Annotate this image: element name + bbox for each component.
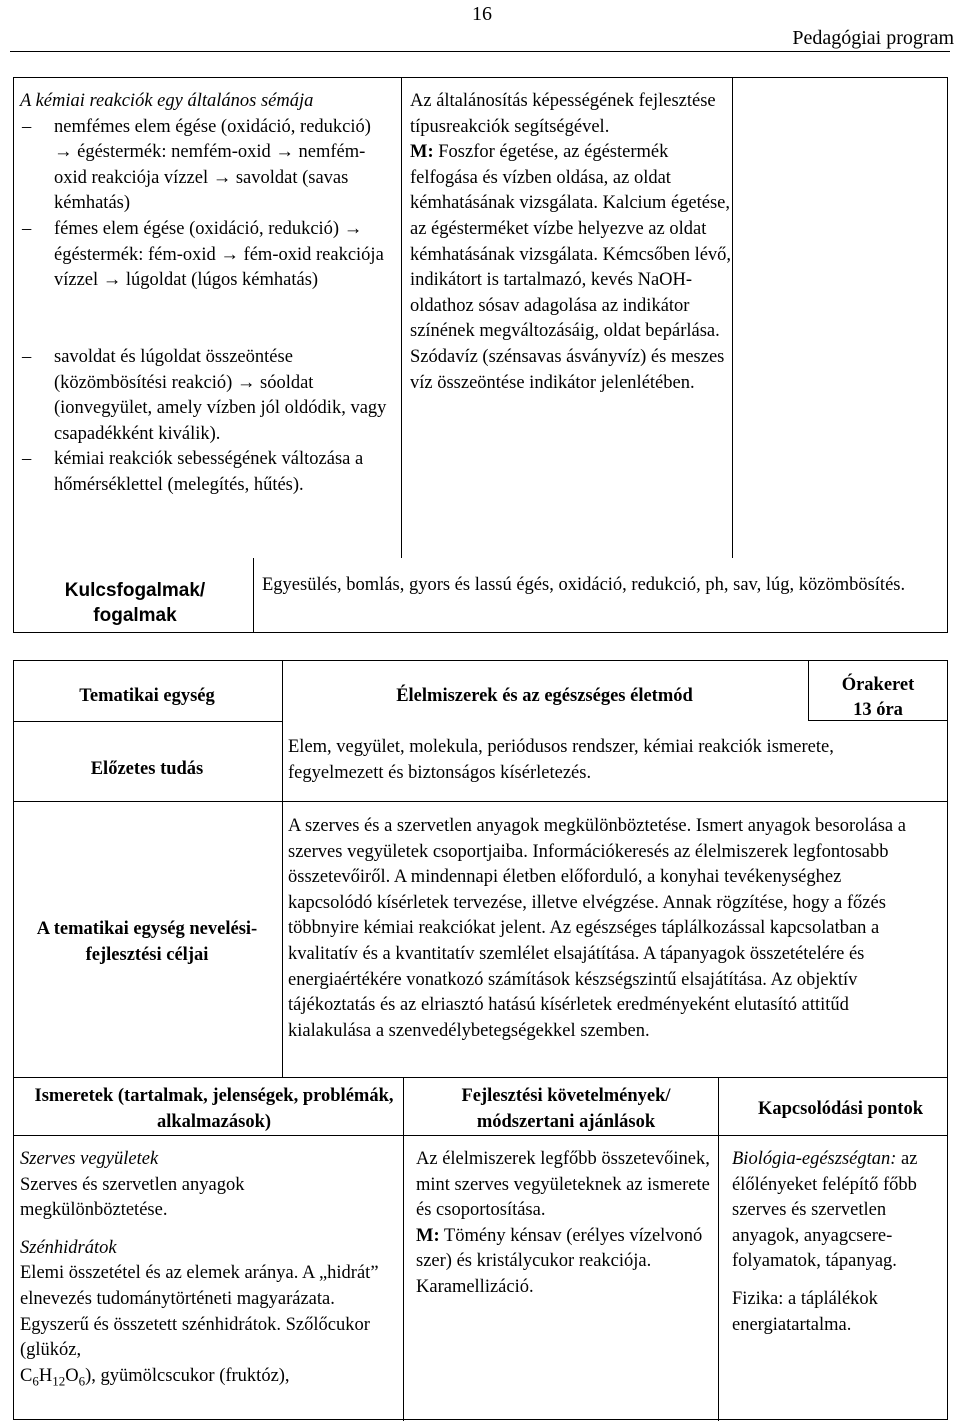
list-item: – kémiai reakciók sebességének változása a hőmérséklettel (melegítés, hűtés). <box>20 447 394 498</box>
knowledge-cell <box>20 1147 395 1394</box>
methods-text: Tömény kénsav (erélyes vízelvonó szer) és kristálycukor reakciója. <box>416 1225 703 1272</box>
list-item: – nemfémes elem égése (oxidáció, redukció) → égéstermék: nemfém-oxid → nemfém-oxid reakciója vízzel → savoldat (savas kémhatás) <box>20 115 394 217</box>
generalization-intro: Az általánosítás képességének fejlesztése típusreakciók segítségével. <box>410 91 716 137</box>
label-column-divider <box>282 661 283 1077</box>
biology-label: Biológia-egészségtan: <box>732 1149 897 1169</box>
methods-label: M: <box>410 142 434 163</box>
spacer <box>732 1275 942 1287</box>
spacer <box>20 319 394 345</box>
column-divider <box>253 558 254 633</box>
generalization-cell <box>410 89 732 396</box>
physics-link <box>732 1287 942 1338</box>
formula-oxygen-count: 6 <box>78 1373 86 1389</box>
methods-label: M: <box>416 1225 440 1246</box>
column-header-knowledge: Ismeretek (tartalmak, jelenségek, problémák, alkalmazások) <box>34 1086 394 1132</box>
formula-carbon: C <box>20 1365 33 1386</box>
column-divider <box>732 78 733 558</box>
formula-tail-text: ), gyümölcscukor (fruktóz), <box>85 1365 290 1386</box>
column-divider <box>401 78 402 558</box>
organic-compounds-heading: Szerves vegyületek <box>20 1149 159 1169</box>
goals-text: A szerves és a szervetlen anyagok megkülönböztetése. Ismert anyagok besorolása a szerves vegyületek csoportjaiba. Információkeresés az élelmiszerek legfontosabb összetevőiről. A mindennapi életben előforduló, a konyhai tevékenységhez kapcsolódó kísérletek tervezése, illetve elvégzése. Annak rögzítése, hogy a főzés többnyire kémiai reakciókat jelent. Az egészséges táplálkozással kapcsolatban a kvalitatív és a kvantitatív szemlélet elsajátítása. A tápanyagok összetételére és energiaértékére vonatkozó számítások készségszintű elsajátítása. Az objektív tájékoztatás és az elriasztó hatású kísérletek eredményeként elutasító attitűd kialakulása a szenvedélybetegségekkel szemben. <box>288 816 906 1041</box>
physics-label: Fizika: <box>732 1288 784 1309</box>
page-number: 16 <box>472 3 492 25</box>
hours-label: Órakeret <box>841 675 915 695</box>
links-cell <box>732 1147 942 1338</box>
organic-compounds-text: Szerves és szervetlen anyagok megkülönböztetése. <box>20 1174 245 1221</box>
row-divider <box>14 801 947 802</box>
hours-value: 13 óra <box>853 700 903 720</box>
reaction-scheme-cell <box>20 89 394 499</box>
document-title: Pedagógiai program <box>792 27 954 49</box>
key-concepts-text: Egyesülés, bomlás, gyors és lassú égés, oxidáció, redukció, ph, sav, lúg, közömbösítés. <box>262 575 906 595</box>
row-divider <box>14 1077 947 1078</box>
formula-oxygen: O <box>65 1365 79 1386</box>
development-text: Az élelmiszerek legfőbb összetevőinek, mint szerves vegyületeknek az ismerete és csoportosítása. <box>416 1149 710 1221</box>
row-divider <box>14 721 282 722</box>
thematic-unit-value: Élelmiszerek és az egészséges életmód <box>396 686 693 706</box>
caramelization-text: Karamellizáció. <box>416 1276 534 1297</box>
methods-text: Foszfor égetése, az égéstermék felfogása és vízben oldása, az oldat kémhatásának vizsgálata. Kalcium égetése, az égésterméket vízbe helyezve az oldat kémhatásának vizsgálata. Kémcsőben lévő, indikátort is tartalmazó, kevés NaOH-oldathoz sósav adagolása az indikátor színének megváltozásáig, oldat bepárlása. Szódavíz (szénsavas ásványvíz) és meszes víz összeöntése indikátor jelenlétében. <box>410 142 732 393</box>
formula-hydrogen: H <box>38 1365 53 1386</box>
prior-knowledge-text: Elem, vegyület, molekula, periódusos rendszer, kémiai reakciók ismerete, fegyelmezett és biztonságos kísérletezés. <box>288 737 834 783</box>
biology-text: az élőlényeket felépítő főbb szerves és szervetlen anyagok, anyagcsere-folyamatok, tápanyag. <box>732 1149 918 1272</box>
glucose-formula-line <box>20 1364 395 1394</box>
formula-hydrogen-count: 12 <box>52 1373 66 1389</box>
list-item: – fémes elem égése (oxidáció, redukció) → égéstermék: fém-oxid → fém-oxid reakciója vízzel → lúgoldat (lúgos kémhatás) <box>20 217 394 294</box>
development-cell <box>416 1147 716 1301</box>
spacer <box>20 1224 395 1236</box>
column-divider <box>718 1077 719 1421</box>
physics-text: a táplálékok energiatartalma. <box>732 1288 878 1335</box>
reaction-scheme-heading: A kémiai reakciók egy általános sémája <box>20 91 314 111</box>
formula-carbon-count: 6 <box>32 1373 39 1389</box>
goals-label: A tematikai egység nevelési-fejlesztési céljai <box>36 919 258 965</box>
list-item: – savoldat és lúgoldat összeöntése (közömbösítési reakció) → sóoldat (ionvegyület, amely vízben jól oldódik, vagy csapadékként kiválik). <box>20 345 394 447</box>
spacer <box>20 294 394 320</box>
biology-link <box>732 1147 942 1275</box>
column-divider <box>403 1077 404 1421</box>
thematic-unit-label: Tematikai egység <box>79 686 215 706</box>
experiment-description <box>410 140 732 396</box>
carbohydrates-text: Elemi összetétel és az elemek aránya. A „hidrát” elnevezés tudománytörténeti magyarázata. Egyszerű és összetett szénhidrátok. Szőlőcukor (glükóz, <box>20 1263 379 1361</box>
development-experiment <box>416 1224 716 1275</box>
key-concepts-label: Kulcsfogalmak/ fogalmak <box>64 580 206 626</box>
carbohydrates-heading: Szénhidrátok <box>20 1237 117 1258</box>
header-rule <box>10 51 950 52</box>
prior-knowledge-label: Előzetes tudás <box>90 759 204 779</box>
column-header-development: Fejlesztési követelmények/ módszertani ajánlások <box>461 1086 671 1132</box>
column-header-links: Kapcsolódási pontok <box>757 1099 923 1119</box>
